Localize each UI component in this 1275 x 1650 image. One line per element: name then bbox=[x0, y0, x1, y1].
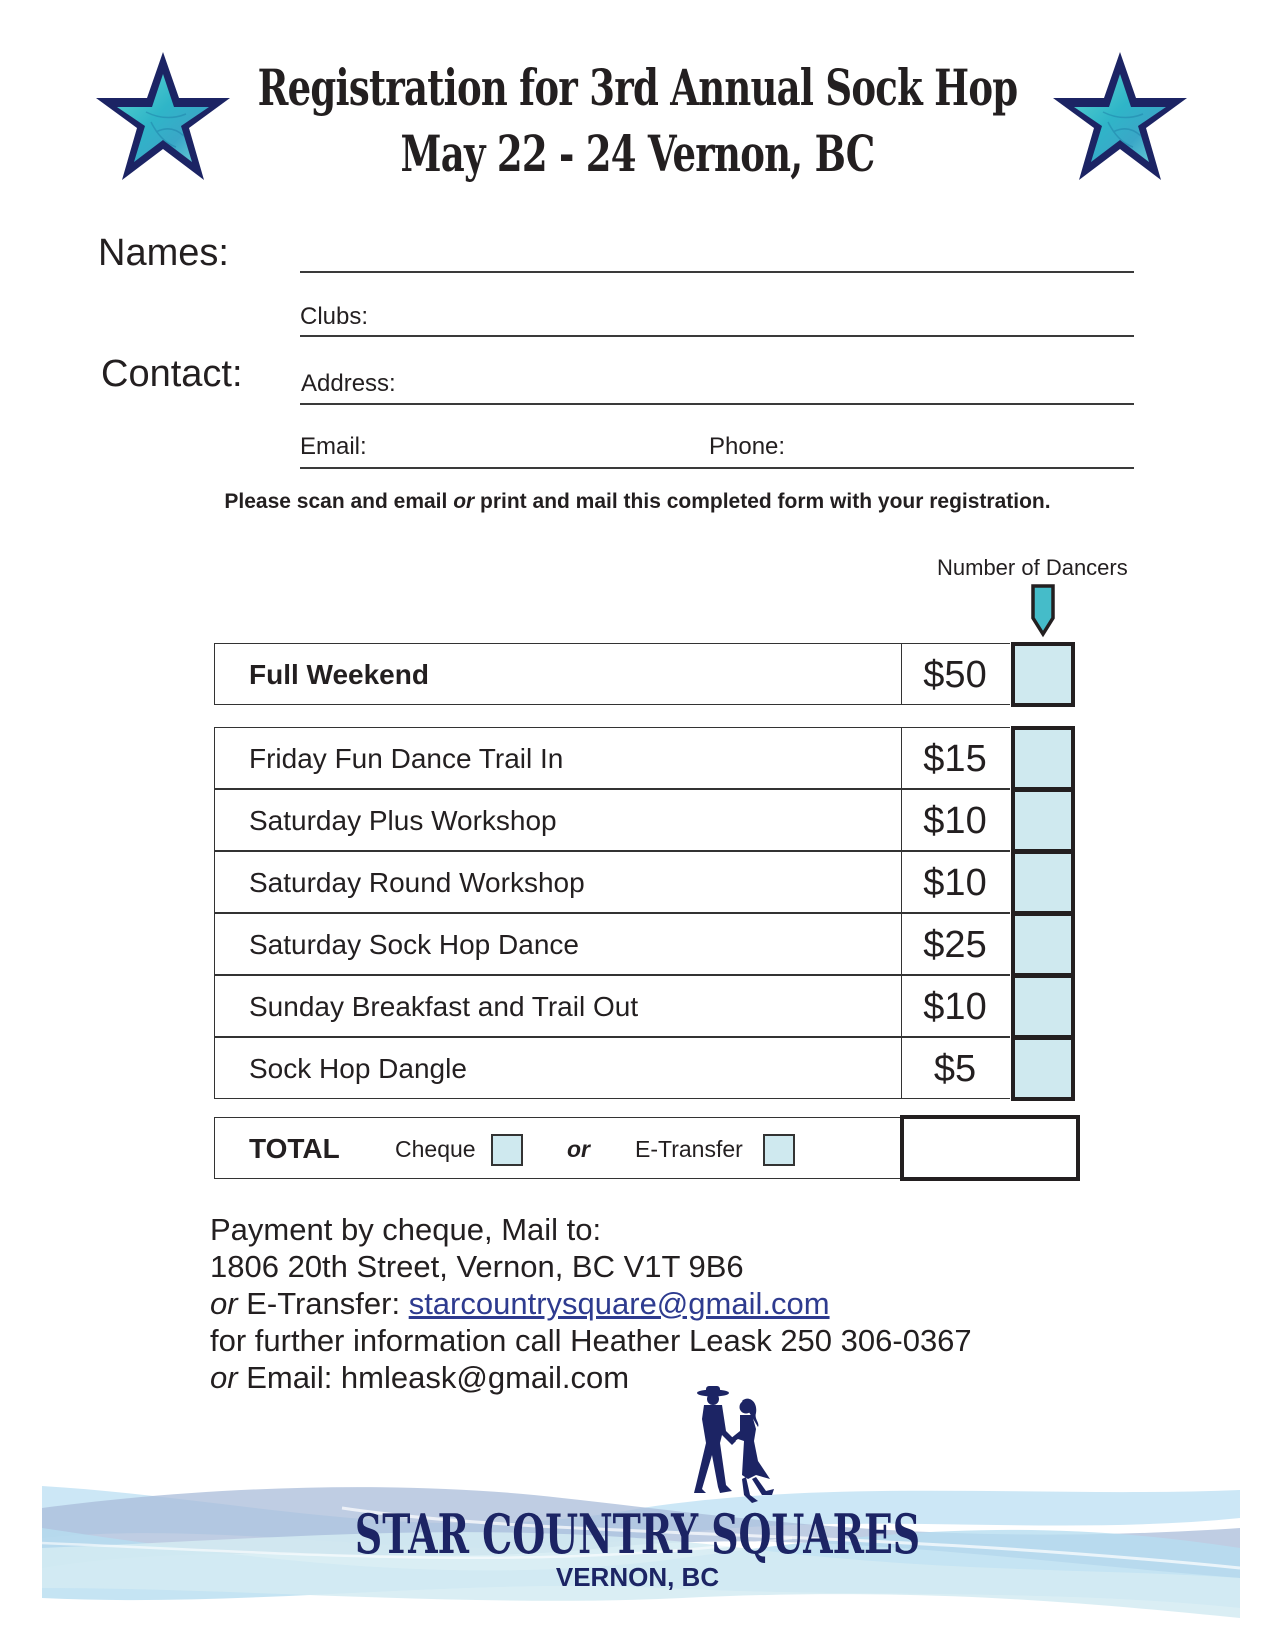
phone-label: Phone: bbox=[709, 433, 786, 460]
cheque-label: Cheque bbox=[395, 1136, 476, 1162]
dancers-count-input[interactable] bbox=[1011, 974, 1075, 1039]
row-label: Sock Hop Dangle bbox=[249, 1053, 467, 1084]
square-dancers-logo-icon bbox=[686, 1383, 786, 1503]
row-price-cell bbox=[900, 727, 1010, 789]
clubs-label: Clubs: bbox=[300, 303, 369, 330]
or-text: or bbox=[210, 1360, 238, 1395]
row-label-cell bbox=[214, 789, 902, 851]
contact-label: Contact: bbox=[101, 353, 243, 395]
dancers-count-input[interactable] bbox=[1011, 1036, 1075, 1101]
etransfer-label: E-Transfer bbox=[635, 1136, 743, 1162]
names-label: Names: bbox=[98, 232, 229, 274]
row-label: Saturday Round Workshop bbox=[249, 867, 585, 898]
row-label: Saturday Sock Hop Dance bbox=[249, 929, 579, 960]
row-label: Full Weekend bbox=[249, 659, 429, 690]
clubs-field[interactable] bbox=[300, 335, 1134, 337]
address-label: Address: bbox=[301, 370, 396, 397]
row-price-cell bbox=[900, 643, 1010, 705]
row-price-cell bbox=[900, 975, 1010, 1037]
number-of-dancers-header: Number of Dancers bbox=[937, 555, 1128, 580]
page-title: Registration for 3rd Annual Sock Hop bbox=[257, 58, 1018, 117]
arrow-down-icon bbox=[1030, 584, 1056, 638]
payment-line-email bbox=[210, 1360, 629, 1396]
row-price: $25 bbox=[923, 924, 987, 966]
payment-line-contact: for further information call Heather Leask 250 306-0367 bbox=[210, 1323, 972, 1358]
row-label-cell bbox=[214, 975, 902, 1037]
dancers-count-input[interactable] bbox=[1011, 850, 1075, 915]
row-label-cell bbox=[214, 851, 902, 913]
row-label-cell bbox=[214, 913, 902, 975]
cheque-checkbox[interactable] bbox=[491, 1134, 523, 1166]
row-price: $50 bbox=[923, 654, 987, 696]
etransfer-checkbox[interactable] bbox=[763, 1134, 795, 1166]
row-price-cell bbox=[900, 1037, 1010, 1099]
row-price-cell bbox=[900, 913, 1010, 975]
total-label: TOTAL bbox=[249, 1133, 340, 1164]
table-row-full-weekend bbox=[214, 643, 1073, 705]
row-price-cell bbox=[900, 789, 1010, 851]
note-part2: print and mail this completed form with your registration. bbox=[474, 490, 1051, 513]
submission-instructions bbox=[0, 490, 1275, 514]
dancers-count-input[interactable] bbox=[1011, 642, 1075, 707]
email-label: Email: bbox=[300, 433, 367, 460]
dancers-count-input[interactable] bbox=[1011, 788, 1075, 853]
club-logo-city: VERNON, BC bbox=[555, 1562, 720, 1592]
address-field[interactable] bbox=[300, 403, 1134, 405]
row-price: $10 bbox=[923, 986, 987, 1028]
row-price: $10 bbox=[923, 800, 987, 842]
row-price: $10 bbox=[923, 862, 987, 904]
payment-line-cheque: Payment by cheque, Mail to: bbox=[210, 1212, 602, 1247]
payment-line-address: 1806 20th Street, Vernon, BC V1T 9B6 bbox=[210, 1249, 744, 1284]
etransfer-text: E-Transfer: bbox=[237, 1286, 409, 1321]
club-logo-name: STAR COUNTRY SQUARES bbox=[354, 1502, 921, 1566]
contact-email-text: Email: hmleask@gmail.com bbox=[237, 1360, 630, 1395]
total-amount-input[interactable] bbox=[900, 1115, 1080, 1181]
table-row bbox=[214, 1037, 1073, 1099]
table-row bbox=[214, 789, 1073, 851]
table-row bbox=[214, 913, 1073, 975]
payment-line-etransfer bbox=[210, 1286, 830, 1322]
row-price: $15 bbox=[923, 738, 987, 780]
row-label: Sunday Breakfast and Trail Out bbox=[249, 991, 639, 1022]
row-label-cell bbox=[214, 727, 902, 789]
dancers-count-input[interactable] bbox=[1011, 726, 1075, 791]
table-row bbox=[214, 975, 1073, 1037]
names-field[interactable] bbox=[300, 271, 1134, 273]
row-label: Saturday Plus Workshop bbox=[249, 805, 557, 836]
row-label-cell bbox=[214, 643, 902, 705]
note-or: or bbox=[453, 490, 475, 513]
total-row bbox=[214, 1117, 902, 1179]
etransfer-email-link[interactable]: starcountrysquare@gmail.com bbox=[408, 1286, 830, 1321]
page-subtitle-dates: May 22 - 24 Vernon, BC bbox=[400, 124, 875, 183]
note-part1: Please scan and email bbox=[224, 490, 454, 513]
table-row bbox=[214, 851, 1073, 913]
row-price: $5 bbox=[933, 1048, 977, 1090]
table-row bbox=[214, 727, 1073, 789]
row-price-cell bbox=[900, 851, 1010, 913]
dancers-count-input[interactable] bbox=[1011, 912, 1075, 977]
or-text: or bbox=[210, 1286, 238, 1321]
row-label-cell bbox=[214, 1037, 902, 1099]
email-phone-field[interactable] bbox=[300, 467, 1134, 469]
row-label: Friday Fun Dance Trail In bbox=[249, 743, 564, 774]
or-label: or bbox=[567, 1136, 590, 1162]
